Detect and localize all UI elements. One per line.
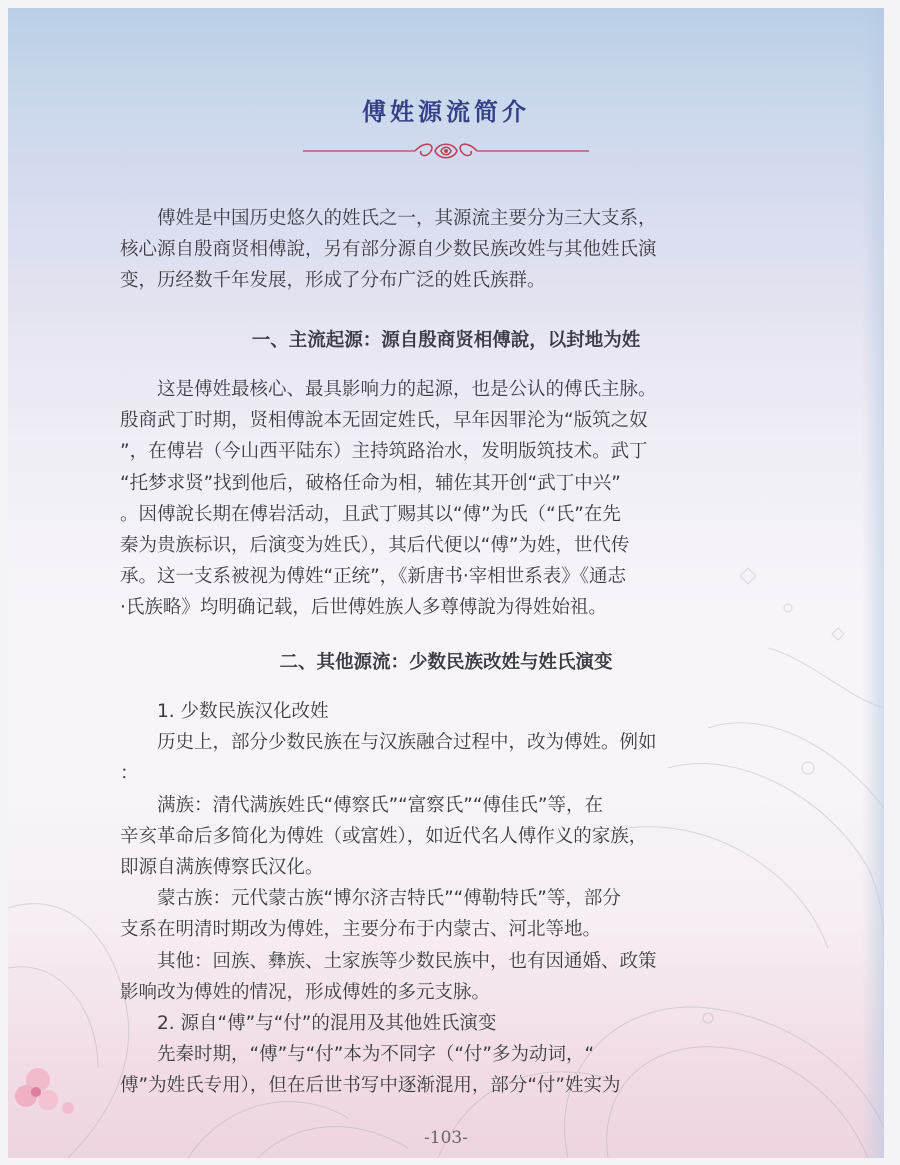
document-page: [8, 8, 884, 1158]
section-1-heading: 一、主流起源：源自殷商贤相傅說，以封地为姓: [251, 330, 641, 351]
intro-line: 核心源自殷商贤相傅說，另有部分源自少数民族改姓与其他姓氏演: [120, 239, 657, 261]
section-2-heading: 二、其他源流：少数民族改姓与姓氏演变: [279, 652, 613, 673]
section-2-line: 支系在明清时期改为傅姓，主要分布于内蒙古、河北等地。: [120, 919, 602, 941]
section-1-line: 这是傅姓最核心、最具影响力的起源，也是公认的傅氏主脉。: [157, 379, 657, 400]
section-2-body: [120, 696, 657, 1102]
section-1-line: “托梦求贤”找到他后，破格任命为相，辅佐其开创“武丁中兴”: [120, 472, 621, 494]
section-1-line: ”，在傅岩（今山西平陆东）主持筑路治水，发明版筑技术。武丁: [120, 441, 648, 463]
section-2-line: 2. 源自“傅”与“付”的混用及其他姓氏演变: [157, 1013, 497, 1035]
page-number: -103-: [424, 1128, 468, 1148]
section-2-line: 即源自满族傅察氏汉化。: [120, 857, 324, 879]
section-2-line: 1. 少数民族汉化改姓: [157, 701, 329, 722]
section-2-line: 影响改为傅姓的情况，形成傅姓的多元支脉。: [120, 981, 491, 1003]
section-2-line: 先秦时期，“傅”与“付”本为不同字（“付”多为动词，“: [157, 1044, 595, 1066]
section-2-line: 历史上，部分少数民族在与汉族融合过程中，改为傅姓。例如: [157, 732, 657, 754]
section-2-line: 其他：回族、彝族、土家族等少数民族中，也有因通婚、政策: [157, 950, 657, 972]
section-1-line: 承。这一支系被视为傅姓“正统”，《新唐书·宰相世系表》《通志: [120, 566, 627, 588]
section-1-line: 秦为贵族标识，后演变为姓氏），其后代便以“傅”为姓，世代传: [120, 535, 630, 557]
section-1-body: [120, 374, 657, 624]
intro-paragraph: [120, 203, 657, 297]
pink-blossom: [15, 1068, 74, 1114]
section-1-line: 。因傅說长期在傅岩活动，且武丁赐其以“傅”为氏（“氏”在先: [120, 503, 621, 525]
section-2-line: 辛亥革命后多简化为傅姓（或富姓），如近代名人傅作义的家族，: [120, 825, 648, 847]
title-ornament-divider: [303, 138, 589, 164]
section-2-line: 满族：清代满族姓氏“傅察氏”“富察氏”“傅佳氏”等，在: [157, 794, 604, 816]
section-2-line: 蒙古族：元代蒙古族“博尔济吉特氏”“傅勒特氏”等，部分: [157, 888, 621, 910]
section-2-line: 傅”为姓氏专用），但在后世书写中逐渐混用，部分“付”姓实为: [120, 1075, 621, 1097]
intro-line: 变，历经数千年发展，形成了分布广泛的姓氏族群。: [120, 270, 546, 292]
section-1-line: 殷商武丁时期，贤相傅說本无固定姓氏，早年因罪沦为“版筑之奴: [120, 410, 648, 432]
intro-line: 傅姓是中国历史悠久的姓氏之一，其源流主要分为三大支系，: [157, 208, 657, 229]
section-1-line: ·氏族略》均明确记载，后世傅姓族人多尊傅說为得姓始祖。: [120, 597, 607, 619]
section-2-line: ：: [120, 763, 139, 785]
page-title: 傅姓源流简介: [362, 98, 530, 126]
